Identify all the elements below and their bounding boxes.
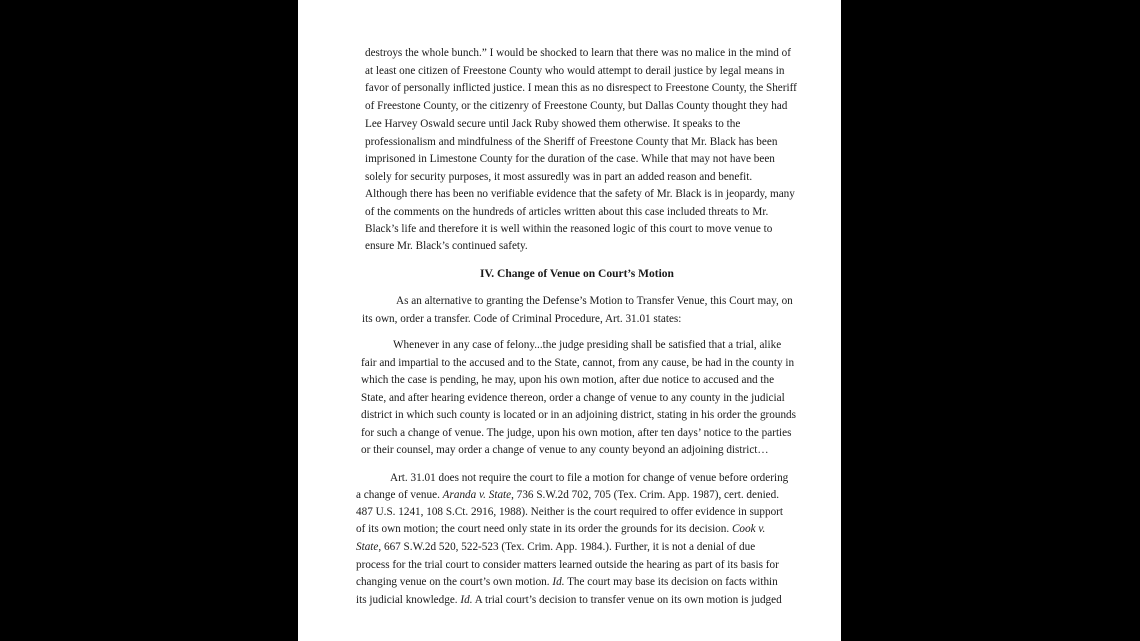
text-run: of its own motion; the court need only state in its order the grounds for its decision. [356, 523, 732, 535]
paragraph-3-line [356, 575, 778, 589]
text-run: A trial court’s decision to transfer venue on its own motion is judged [472, 594, 782, 606]
quote-line: State, and after hearing evidence thereon, order a change of venue to any county in the judicial [361, 392, 785, 404]
paragraph-2-line: its own, order a transfer. Code of Criminal Procedure, Art. 31.01 states: [362, 313, 682, 325]
paragraph-3-line [356, 593, 782, 607]
paragraph-3-line [356, 488, 779, 502]
text-run: its judicial knowledge. [356, 594, 461, 606]
document-page [298, 0, 841, 641]
paragraph-1-line: of Freestone County, or the citizenry of Freestone County, but Dallas County thought they had [365, 100, 788, 112]
quote-line: Whenever in any case of felony...the judge presiding shall be satisfied that a trial, alike [393, 339, 782, 351]
quote-line: fair and impartial to the accused and to the State, cannot, from any cause, be had in the county in [361, 357, 795, 369]
text-run: a change of venue. [356, 489, 443, 501]
text-run: changing venue on the court’s own motion. [356, 576, 553, 588]
paragraph-3-line [356, 540, 755, 554]
quote-line: or their counsel, may order a change of venue to any county beyond an adjoining district… [361, 444, 769, 456]
case-citation: Aranda v. State [442, 489, 512, 501]
document-content [298, 0, 841, 641]
paragraph-1-line: professionalism and mindfulness of the Sheriff of Freestone County that Mr. Black has been [365, 136, 778, 148]
paragraph-2-line: As an alternative to granting the Defense’s Motion to Transfer Venue, this Court may, on [396, 295, 793, 307]
paragraph-1-line: favor of personally inflicted justice. I mean this as no disrespect to Freestone County, the Sheriff [365, 82, 797, 94]
quote-line: for such a change of venue. The judge, upon his own motion, after ten days’ notice to the parties [361, 427, 792, 439]
case-citation: Id. [552, 576, 565, 588]
paragraph-3-line: Art. 31.01 does not require the court to file a motion for change of venue before ordering [390, 472, 789, 484]
case-citation: Id. [460, 594, 473, 606]
text-run: The court may base its decision on facts within [564, 576, 778, 588]
paragraph-1-line: of the comments on the hundreds of articles written about this case included threats to Mr. [365, 206, 769, 218]
paragraph-1-line: ensure Mr. Black’s continued safety. [365, 240, 528, 252]
case-citation: State [356, 541, 379, 553]
paragraph-1-line: Lee Harvey Oswald secure until Jack Ruby showed them otherwise. It speaks to the [365, 118, 741, 130]
paragraph-1-line: imprisoned in Limestone County for the duration of the case. While that may not have been [365, 153, 775, 165]
paragraph-1-line: solely for security purposes, it most assuredly was in part an added reason and benefit. [365, 171, 753, 183]
paragraph-1-line: Although there has been no verifiable evidence that the safety of Mr. Black is in jeopardy, many [365, 188, 795, 200]
quote-line: which the case is pending, he may, upon his own motion, after due notice to accused and the [361, 374, 775, 386]
text-run: , 667 S.W.2d 520, 522-523 (Tex. Crim. App. 1984.). Further, it is not a denial of due [378, 541, 756, 553]
paragraph-1-line: Black’s life and therefore it is well within the reasoned logic of this court to move venue to [365, 223, 773, 235]
quote-line: district in which such county is located or in an adjoining district, stating in his order the grounds [361, 409, 796, 421]
case-citation: Cook v. [731, 523, 766, 535]
paragraph-3-line: 487 U.S. 1241, 108 S.Ct. 2916, 1988). Neither is the court required to offer evidence in support [356, 506, 784, 518]
section-heading: IV. Change of Venue on Court’s Motion [480, 268, 674, 280]
paragraph-1-line: at least one citizen of Freestone County who would attempt to derail justice by legal means in [365, 65, 785, 77]
paragraph-1-line: destroys the whole bunch.” I would be shocked to learn that there was no malice in the mind of [365, 47, 791, 59]
text-run: , 736 S.W.2d 702, 705 (Tex. Crim. App. 1987), cert. denied. [511, 489, 780, 501]
paragraph-3-line: process for the trial court to consider matters learned outside the hearing as part of its basis for [356, 559, 779, 571]
paragraph-3-line [356, 522, 765, 536]
